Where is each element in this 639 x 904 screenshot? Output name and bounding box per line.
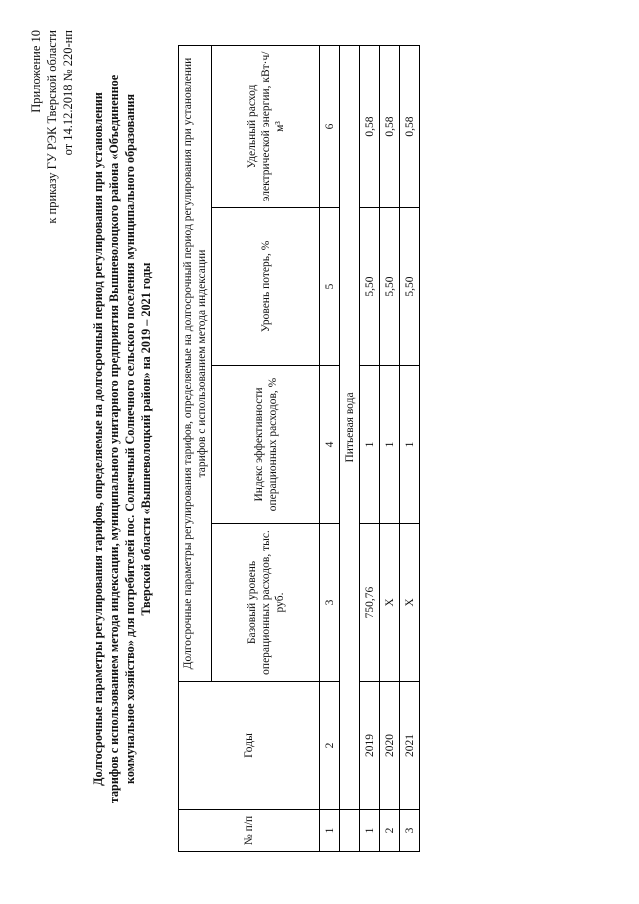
appendix-note xyxy=(28,30,76,224)
cell-energy: 0,58 xyxy=(400,45,420,207)
title-line: Долгосрочные параметры регулирования тарифов, определяемые на долгосрочный период регулирования при установлении xyxy=(91,92,105,786)
title-line: Тверской области «Вышневолоцкий район» на 2019 – 2021 годы xyxy=(139,262,153,616)
header-base-opex: Базовый уровень операционных расходов, тыс. руб. xyxy=(212,524,320,682)
column-number: 6 xyxy=(320,45,340,207)
appendix-line: Приложение 10 xyxy=(29,30,43,113)
cell-base-opex: Х xyxy=(400,524,420,682)
header-group: Долгосрочные параметры регулирования тарифов, определяемые на долгосрочный период регулирования при установлении тарифов с использованием метода индексации xyxy=(179,45,212,681)
document-title xyxy=(90,74,154,804)
cell-number: 2 xyxy=(380,810,400,852)
cell-energy: 0,58 xyxy=(380,45,400,207)
title-line: коммунальное хозяйство» для потребителей пос. Солнечный Солнечного сельского поселения муниципального образования xyxy=(123,94,137,784)
column-number: 2 xyxy=(320,682,340,810)
section-row xyxy=(340,45,360,851)
cell-energy: 0,58 xyxy=(360,45,380,207)
cell-base-opex: Х xyxy=(380,524,400,682)
cell-year: 2019 xyxy=(360,682,380,810)
cell-losses: 5,50 xyxy=(400,208,420,366)
cell-losses: 5,50 xyxy=(360,208,380,366)
header-years: Годы xyxy=(179,682,320,810)
header-losses: Уровень потерь, % xyxy=(212,208,320,366)
section-blank xyxy=(340,810,360,852)
column-number: 4 xyxy=(320,366,340,524)
cell-year: 2020 xyxy=(380,682,400,810)
appendix-line: к приказу ГУ РЭК Тверской области xyxy=(45,30,59,224)
cell-year: 2021 xyxy=(400,682,420,810)
column-number: 5 xyxy=(320,208,340,366)
column-numbering-row xyxy=(320,45,340,851)
cell-efficiency-index: 1 xyxy=(400,366,420,524)
table-row xyxy=(360,45,380,851)
table-row xyxy=(380,45,400,851)
section-title: Питьевая вода xyxy=(340,45,360,809)
table-row xyxy=(400,45,420,851)
appendix-line: от 14.12.2018 № 220-нп xyxy=(61,30,75,156)
header-efficiency-index: Индекс эффективности операционных расходов, % xyxy=(212,366,320,524)
header-energy-consumption: Удельный расход электрической энергии, кВт·ч/м³ xyxy=(212,45,320,207)
column-number: 3 xyxy=(320,524,340,682)
cell-losses: 5,50 xyxy=(380,208,400,366)
parameters-table xyxy=(178,45,420,852)
cell-base-opex: 750,76 xyxy=(360,524,380,682)
title-line: тарифов с использованием метода индексации, муниципального унитарного предприятия Вышневолоцкого района «Объединенное xyxy=(107,74,121,804)
cell-number: 1 xyxy=(360,810,380,852)
cell-efficiency-index: 1 xyxy=(380,366,400,524)
column-number: 1 xyxy=(320,810,340,852)
cell-number: 3 xyxy=(400,810,420,852)
header-number: № п/п xyxy=(179,810,320,852)
table-header-row xyxy=(179,45,212,851)
cell-efficiency-index: 1 xyxy=(360,366,380,524)
